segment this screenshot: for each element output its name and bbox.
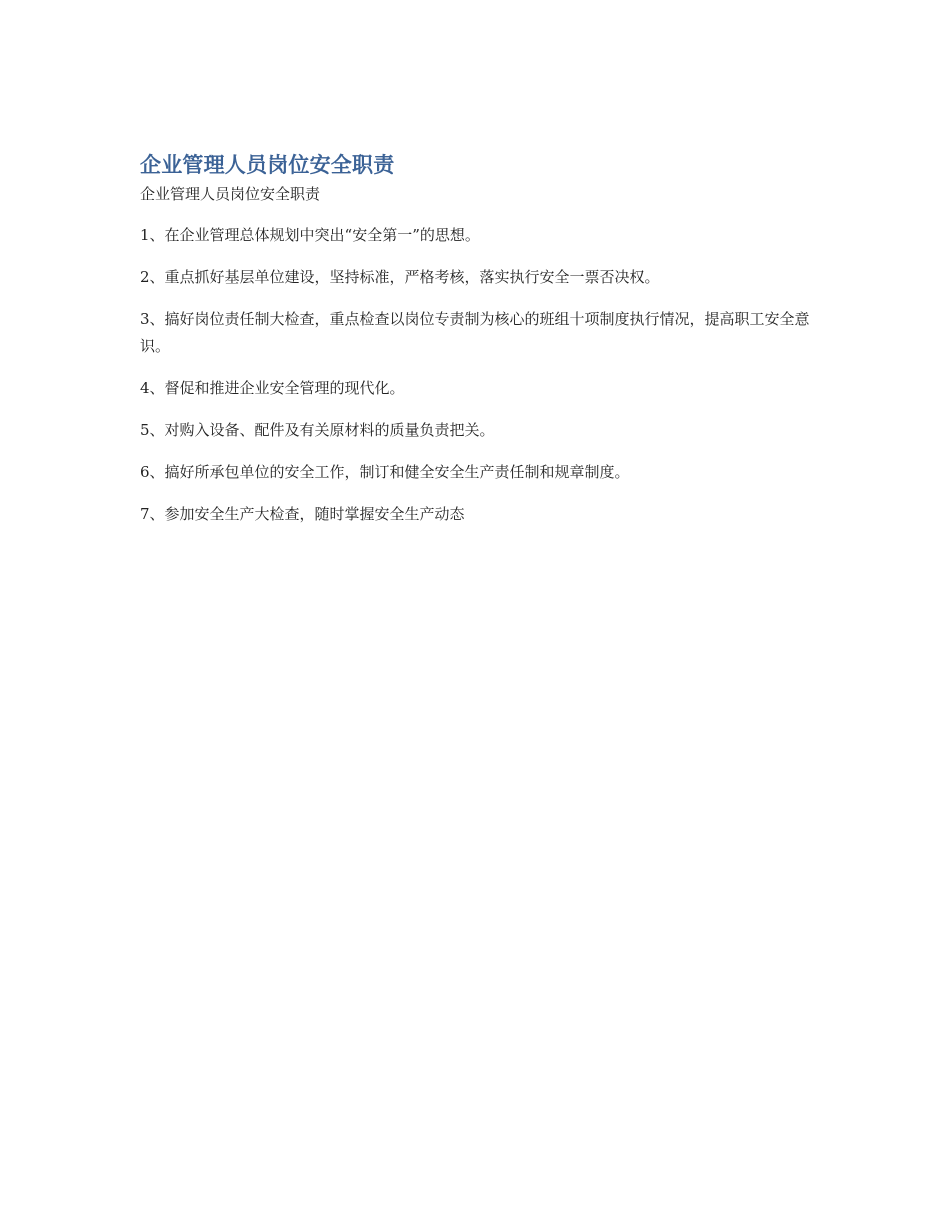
document-title: 企业管理人员岗位安全职责 bbox=[140, 153, 395, 177]
paragraph-1: 1、在企业管理总体规划中突出“安全第一”的思想。 bbox=[140, 226, 480, 244]
paragraph-3: 3、搞好岗位责任制大检查，重点检查以岗位专责制为核心的班组十项制度执行情况，提高职工安全意识。 bbox=[140, 310, 810, 355]
paragraph-6: 6、搞好所承包单位的安全工作，制订和健全安全生产责任制和规章制度。 bbox=[140, 463, 630, 481]
document-subtitle: 企业管理人员岗位安全职责 bbox=[140, 185, 321, 203]
paragraph-4: 4、督促和推进企业安全管理的现代化。 bbox=[140, 379, 405, 397]
document-body bbox=[140, 150, 810, 543]
paragraph-2: 2、重点抓好基层单位建设，坚持标准，严格考核，落实执行安全一票否决权。 bbox=[140, 268, 660, 286]
paragraph-7: 7、参加安全生产大检查，随时掌握安全生产动态 bbox=[140, 505, 465, 523]
paragraph-5: 5、对购入设备、配件及有关原材料的质量负责把关。 bbox=[140, 421, 495, 439]
